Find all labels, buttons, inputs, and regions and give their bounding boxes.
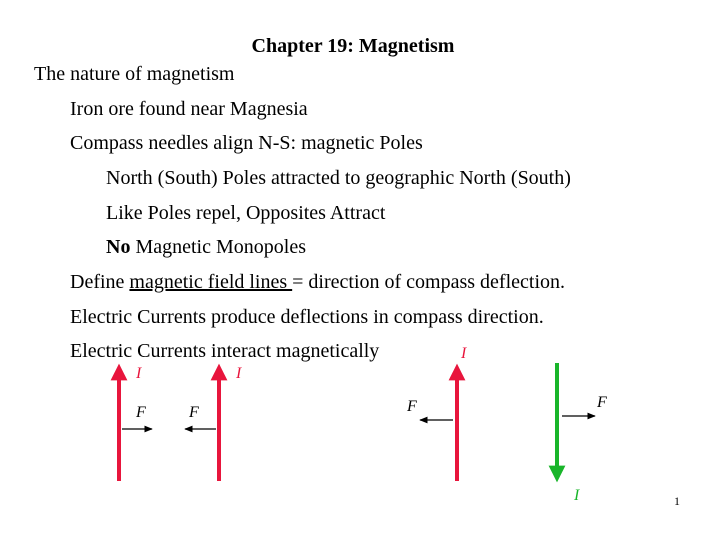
define-prefix: Define xyxy=(70,271,130,293)
page-number: 1 xyxy=(674,494,680,508)
bullet-north-south: North (South) Poles attracted to geographic North (South) xyxy=(106,167,571,189)
force-label-4: F xyxy=(597,394,607,411)
define-field-lines-term: magnetic field lines xyxy=(129,271,293,293)
bullet-iron-ore: Iron ore found near Magnesia xyxy=(70,98,308,120)
bullet-nature: The nature of magnetism xyxy=(34,63,235,85)
bullet-currents-interact: Electric Currents interact magnetically xyxy=(70,340,380,362)
current-label-3: I xyxy=(461,345,467,362)
current-label-4: I xyxy=(574,487,580,504)
monopoles-bold-no: No xyxy=(106,236,131,258)
force-label-2: F xyxy=(189,404,199,421)
current-label-2: I xyxy=(236,365,242,382)
define-suffix: = direction of compass deflection. xyxy=(292,271,566,293)
bullet-currents-deflect: Electric Currents produce deflections in compass direction. xyxy=(70,306,544,328)
force-label-1: F xyxy=(136,404,146,421)
bullet-compass: Compass needles align N-S: magnetic Poles xyxy=(70,132,423,154)
current-label-1: I xyxy=(136,365,142,382)
slide-title: Chapter 19: Magnetism xyxy=(251,35,455,57)
monopoles-text: Magnetic Monopoles xyxy=(130,236,306,258)
bullet-like-poles: Like Poles repel, Opposites Attract xyxy=(106,202,386,224)
force-label-3: F xyxy=(407,398,417,415)
